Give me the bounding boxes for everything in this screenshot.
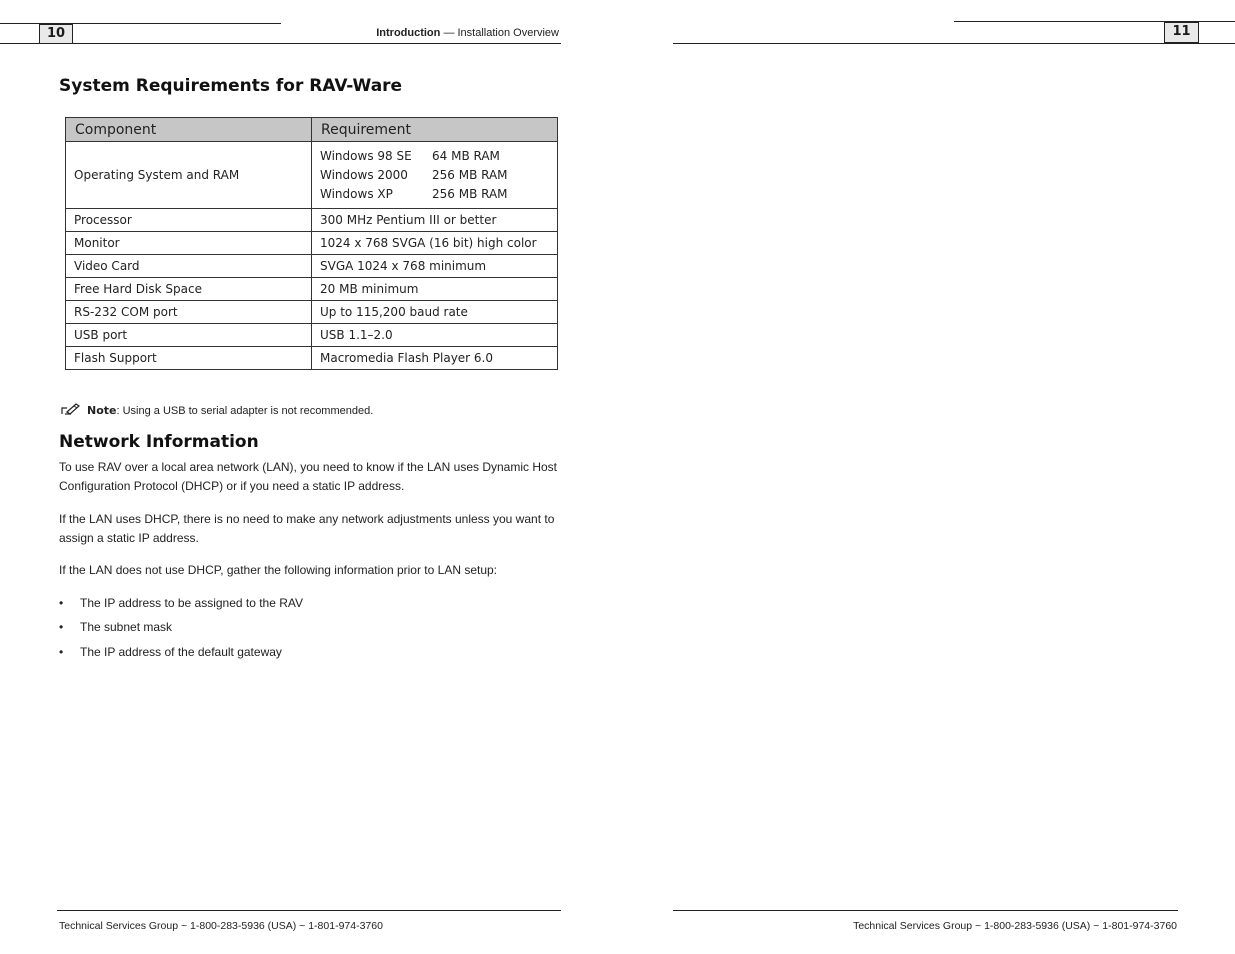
column-header-component: Component — [66, 118, 312, 142]
header-subsection: Installation Overview — [457, 27, 559, 39]
os-entry — [320, 166, 549, 185]
note-text: : Using a USB to serial adapter is not recommended. — [116, 404, 374, 417]
running-header — [376, 27, 559, 39]
network-information-title: Network Information — [59, 432, 259, 452]
header-rule-bottom-right — [673, 43, 1235, 44]
os-ram: 64 MB RAM — [432, 148, 500, 163]
table-row — [66, 209, 558, 232]
bullet-icon: • — [59, 645, 64, 659]
os-entry — [320, 147, 549, 166]
table-row — [66, 232, 558, 255]
component-cell: Free Hard Disk Space — [66, 278, 312, 301]
footer-rule-left — [57, 910, 561, 911]
table-row — [66, 347, 558, 370]
requirement-cell: 20 MB minimum — [312, 278, 558, 301]
requirement-cell: 1024 x 768 SVGA (16 bit) high color — [312, 232, 558, 255]
bullet-icon: • — [59, 620, 64, 634]
network-paragraph: To use RAV over a local area network (LAN), you need to know if the LAN uses Dynamic Host Configuration Protocol (DHCP) or if you need a static IP address. — [59, 460, 558, 493]
header-separator: — — [443, 27, 455, 39]
table-row — [66, 255, 558, 278]
header-rule-bottom-left — [0, 43, 561, 44]
footer-rule-right — [673, 910, 1178, 911]
os-component: Operating System and RAM — [66, 142, 312, 209]
component-cell: Video Card — [66, 255, 312, 278]
requirement-cell: 300 MHz Pentium III or better — [312, 209, 558, 232]
column-header-requirement: Requirement — [312, 118, 558, 142]
os-ram: 256 MB RAM — [432, 186, 508, 201]
network-paragraph: If the LAN uses DHCP, there is no need to make any network adjustments unless you want to assign a static IP address. — [59, 512, 555, 545]
list-item — [59, 645, 282, 659]
list-item — [59, 596, 303, 610]
requirement-cell: Macromedia Flash Player 6.0 — [312, 347, 558, 370]
table-row — [66, 324, 558, 347]
list-item — [59, 620, 172, 634]
network-paragraph: If the LAN does not use DHCP, gather the following information prior to LAN setup: — [59, 563, 498, 577]
component-cell: USB port — [66, 324, 312, 347]
os-entry — [320, 185, 549, 204]
os-name: Windows 2000 — [320, 167, 408, 182]
component-cell: Flash Support — [66, 347, 312, 370]
os-name: Windows XP — [320, 186, 393, 201]
footer-right: Technical Services Group ~ 1-800-283-5936 (USA) ~ 1-801-974-3760 — [853, 920, 1177, 932]
os-name: Windows 98 SE — [320, 148, 412, 163]
note-label: Note — [87, 404, 117, 417]
component-cell: RS-232 COM port — [66, 301, 312, 324]
system-requirements-title: System Requirements for RAV-Ware — [59, 76, 403, 96]
footer-left: Technical Services Group ~ 1-800-283-5936 (USA) ~ 1-801-974-3760 — [59, 920, 383, 932]
component-cell: Monitor — [66, 232, 312, 255]
table-row — [66, 278, 558, 301]
header-section: Introduction — [376, 27, 441, 39]
component-cell: Processor — [66, 209, 312, 232]
os-requirement — [312, 142, 558, 209]
list-item-text: The IP address to be assigned to the RAV — [80, 596, 304, 610]
requirement-cell: Up to 115,200 baud rate — [312, 301, 558, 324]
table-header-row — [66, 118, 558, 142]
bullet-icon: • — [59, 596, 64, 610]
list-item-text: The IP address of the default gateway — [80, 645, 282, 659]
requirement-cell: SVGA 1024 x 768 minimum — [312, 255, 558, 278]
table-row — [66, 301, 558, 324]
os-ram: 256 MB RAM — [432, 167, 508, 182]
requirement-cell: USB 1.1–2.0 — [312, 324, 558, 347]
page-number-right: 11 — [1164, 22, 1199, 43]
note — [61, 402, 373, 419]
pencil-note-icon — [61, 402, 81, 419]
table-row-os — [66, 142, 558, 209]
requirements-table — [65, 117, 558, 370]
list-item-text: The subnet mask — [80, 620, 173, 634]
page-number-left: 10 — [39, 24, 73, 44]
